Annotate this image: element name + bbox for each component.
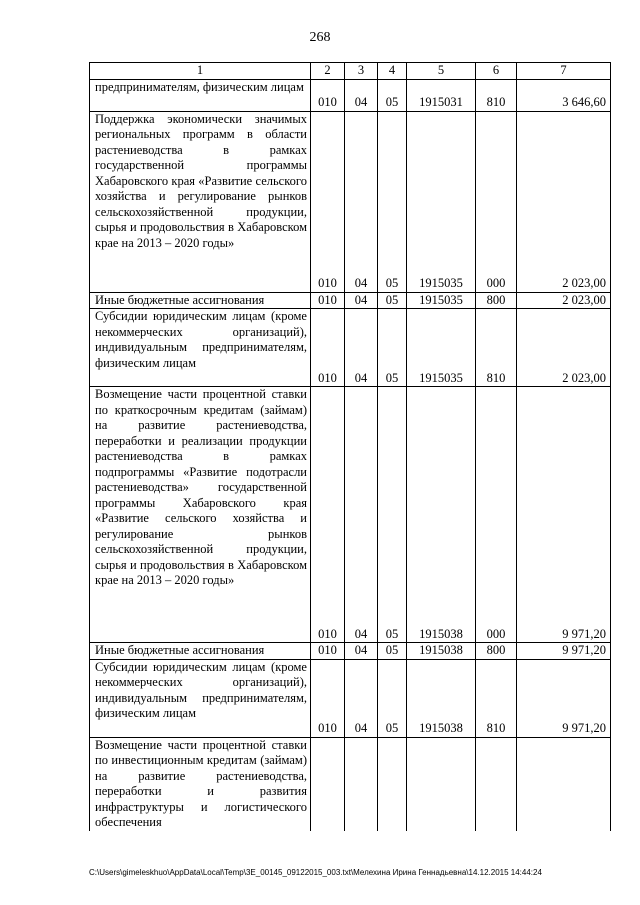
cell-code-5: 1915038 [407,387,476,643]
row-name: Субсидии юридическим лицам (кроме некоммерческих организаций), индивидуальным предпринимателям, физическим лицам [90,659,311,737]
row-name: Иные бюджетные ассигнования [90,292,311,309]
cell-code-4: 05 [378,111,407,292]
row-name: Поддержка экономически значимых региональных программ в области растениеводства в рамках государственной программы Хабаровского края «Развитие сельского хозяйства и регулирование рынков сельскохозяйственной продукции, сырья и продовольствия в Хабаровском крае на 2013 – 2020 годы» [90,111,311,292]
cell-code-6: 810 [476,659,517,737]
cell-code-2: 010 [311,643,345,660]
table-row [90,292,611,309]
cell-code-4: 05 [378,387,407,643]
cell-code-5: 1915031 [407,79,476,111]
page-number: 268 [309,30,331,45]
cell-code-4 [378,737,407,831]
cell-amount [517,737,611,831]
table-row [90,79,611,111]
cell-code-4: 05 [378,292,407,309]
cell-code-4: 05 [378,309,407,387]
cell-code-3 [345,737,378,831]
cell-code-5: 1915035 [407,309,476,387]
file-path-footer: C:\Users\gimeleskhuo\AppData\Local\Temp\3E_00145_09122015_003.txt\Мелехина Ирина Геннадьевна\14.12.2015 14:44:24 [89,868,542,877]
column-header: 6 [476,63,517,80]
cell-amount: 2 023,00 [517,111,611,292]
table-row [90,659,611,737]
column-header: 3 [345,63,378,80]
cell-code-4: 05 [378,643,407,660]
cell-amount: 9 971,20 [517,387,611,643]
cell-code-6: 800 [476,292,517,309]
table-header-row [90,63,611,80]
table-row [90,643,611,660]
cell-amount: 2 023,00 [517,292,611,309]
table-row [90,387,611,643]
cell-code-2: 010 [311,309,345,387]
cell-code-5: 1915035 [407,111,476,292]
cell-code-5: 1915038 [407,659,476,737]
cell-code-3: 04 [345,309,378,387]
cell-code-3: 04 [345,292,378,309]
cell-amount: 9 971,20 [517,659,611,737]
column-header: 1 [90,63,311,80]
cell-code-4: 05 [378,79,407,111]
cell-amount: 2 023,00 [517,309,611,387]
column-header: 7 [517,63,611,80]
column-header: 4 [378,63,407,80]
cell-code-3: 04 [345,659,378,737]
row-name: Возмещение части процентной ставки по инвестиционным кредитам (займам) на развитие растениеводства, переработки и развития инфраструктуры и логистического обеспечения [90,737,311,831]
cell-code-4: 05 [378,659,407,737]
column-header: 2 [311,63,345,80]
row-name: предпринимателям, физическим лицам [90,79,311,111]
column-header: 5 [407,63,476,80]
cell-code-2 [311,737,345,831]
cell-code-6: 800 [476,643,517,660]
cell-code-3: 04 [345,111,378,292]
cell-code-2: 010 [311,292,345,309]
cell-code-3: 04 [345,79,378,111]
cell-code-2: 010 [311,387,345,643]
cell-code-5: 1915038 [407,643,476,660]
cell-code-6: 000 [476,111,517,292]
cell-code-3: 04 [345,643,378,660]
cell-amount: 3 646,60 [517,79,611,111]
row-name: Возмещение части процентной ставки по краткосрочным кредитам (займам) на развитие растениеводства, переработки и реализации продукции растениеводства в рамках подпрограммы «Развитие подотрасли растениеводства» государственной программы Хабаровского края «Развитие сельского хозяйства и регулирование рынков сельскохозяйственной продукции, сырья и продовольствия в Хабаровском крае на 2013 – 2020 годы» [90,387,311,643]
cell-code-3: 04 [345,387,378,643]
cell-code-5: 1915035 [407,292,476,309]
cell-code-2: 010 [311,79,345,111]
cell-code-5 [407,737,476,831]
cell-amount: 9 971,20 [517,643,611,660]
cell-code-6: 000 [476,387,517,643]
cell-code-2: 010 [311,111,345,292]
cell-code-2: 010 [311,659,345,737]
cell-code-6: 810 [476,79,517,111]
cell-code-6: 810 [476,309,517,387]
table-row [90,737,611,831]
table-row [90,111,611,292]
table-row [90,309,611,387]
cell-code-6 [476,737,517,831]
budget-table [89,62,611,831]
row-name: Субсидии юридическим лицам (кроме некоммерческих организаций), индивидуальным предпринимателям, физическим лицам [90,309,311,387]
row-name: Иные бюджетные ассигнования [90,643,311,660]
